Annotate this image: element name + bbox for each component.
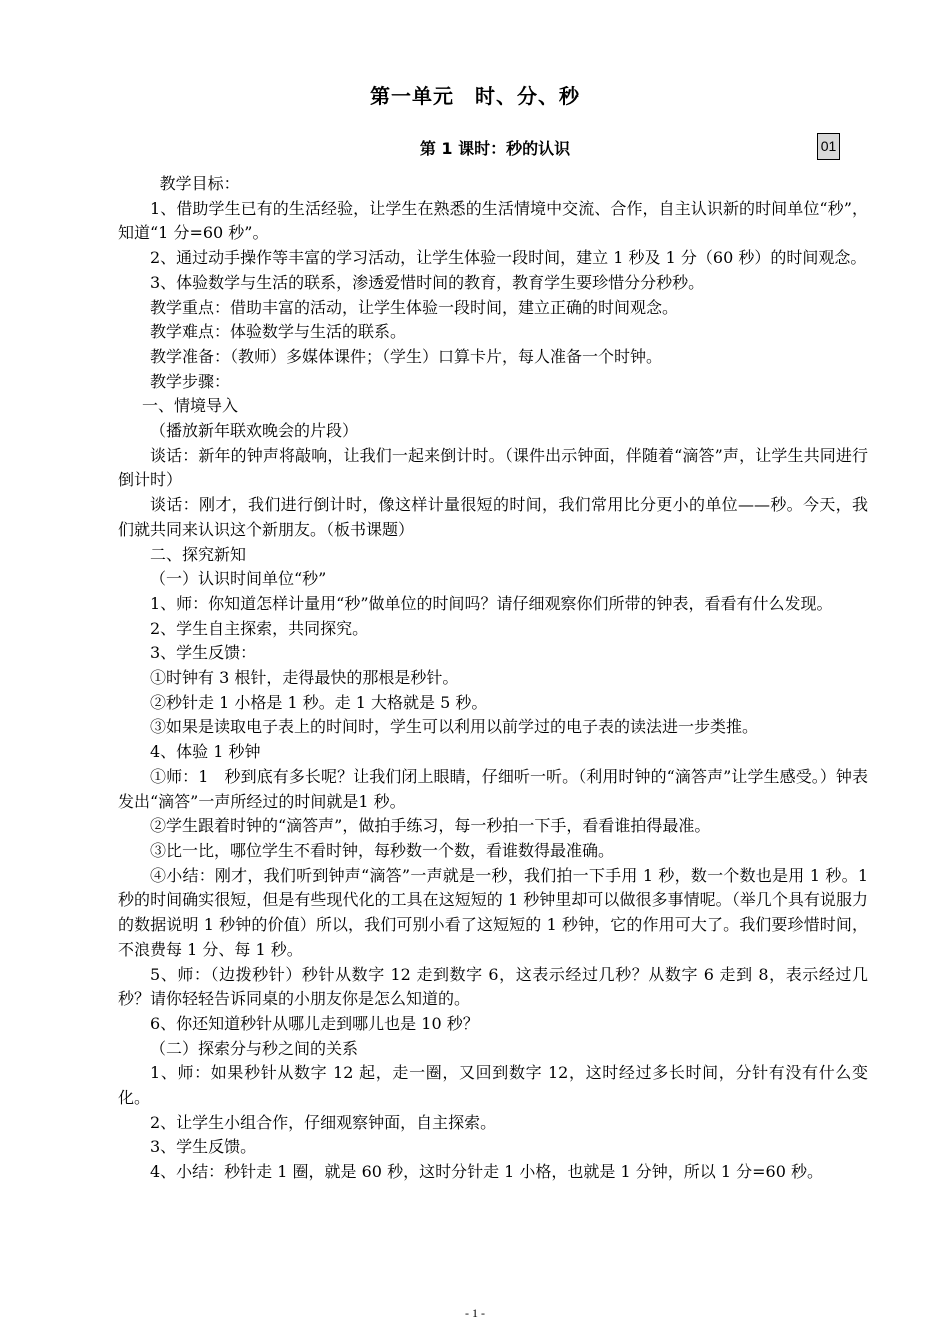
paragraph: ①师：1 秒到底有多长呢？让我们闭上眼睛，仔细听一听。（利用时钟的“滴答声”让学生感受。）钟表发出“滴答”一声所经过的时间就是1 秒。 — [118, 766, 868, 811]
paragraph: 1、师：你知道怎样计量用“秒”做单位的时间吗？请仔细观察你们所带的钟表，看看有什么发现。 — [150, 593, 833, 613]
paragraph: 4、体验 1 秒钟 — [150, 742, 261, 762]
paragraph: 3、学生反馈。 — [150, 1137, 257, 1157]
paragraph: ④小结：刚才，我们听到钟声“滴答”一声就是一秒，我们拍一下手用 1 秒，数一个数也是用 1 秒。1 秒的时间确实很短，但是有些现代化的工具在这短短的 1 秒钟里却可以做很多事情呢。（举几个具有说服力的数据说明 1 秒钟的价值）所以，我们可别小看了这短短的 1 秒钟，它的作用可大了。我们要珍惜时间，不浪费每 1 分、每 1 秒。 — [118, 865, 868, 959]
paragraph: 教学准备：（教师）多媒体课件；（学生）口算卡片，每人准备一个时钟。 — [150, 346, 663, 366]
paragraph: 3、学生反馈： — [150, 643, 257, 663]
paragraph: （二）探索分与秒之间的关系 — [150, 1038, 359, 1058]
lesson-title: 第 1 课时：秒的认识 — [419, 139, 571, 158]
page-number: - 1 - — [465, 1306, 485, 1320]
paragraph: 教学重点：借助丰富的活动，让学生体验一段时间，建立正确的时间观念。 — [150, 297, 679, 317]
paragraph: 6、你还知道秒针从哪儿走到哪儿也是 10 秒？ — [150, 1013, 479, 1033]
paragraph: ③比一比，哪位学生不看时钟，每秒数一个数，看谁数得最准确。 — [150, 840, 615, 860]
paragraph: 教学步骤： — [150, 371, 231, 391]
unit-title: 第一单元 时、分、秒 — [370, 84, 580, 108]
paragraph: 5、师：（边拨秒针）秒针从数字 12 走到数字 6，这表示经过几秒？从数字 6 走到 8，表示经过几秒？请你轻轻告诉同桌的小朋友你是怎么知道的。 — [118, 964, 868, 1009]
paragraph: 3、体验数学与生活的联系，渗透爱惜时间的教育，教育学生要珍惜分分秒秒。 — [150, 272, 705, 292]
paragraph: （一）认识时间单位“秒” — [150, 569, 327, 589]
paragraph: 2、学生自主探索，共同探究。 — [150, 618, 369, 638]
paragraph: 4、小结：秒针走 1 圈，就是 60 秒，这时分针走 1 小格，也就是 1 分钟，所以 1 分=60 秒。 — [150, 1162, 823, 1182]
lesson-number-badge: 01 — [817, 133, 840, 160]
paragraph: 一、情境导入 — [142, 396, 239, 416]
paragraph: ②秒针走 1 小格是 1 秒。走 1 大格就是 5 秒。 — [150, 692, 488, 712]
paragraph: 1、借助学生已有的生活经验，让学生在熟悉的生活情境中交流、合作，自主认识新的时间单位“秒”，知道“1 分=60 秒”。 — [118, 198, 868, 243]
paragraph: 谈话：新年的钟声将敲响，让我们一起来倒计时。（课件出示钟面，伴随着“滴答”声，让学生共同进行倒计时） — [118, 445, 868, 490]
document-body — [118, 172, 868, 1185]
paragraph: ②学生跟着时钟的“滴答声”，做拍手练习，每一秒拍一下手，看看谁拍得最准。 — [150, 816, 711, 836]
paragraph: （播放新年联欢晚会的片段） — [150, 421, 359, 441]
paragraph: 1、师：如果秒针从数字 12 起，走一圈，又回到数字 12，这时经过多长时间，分针有没有什么变化。 — [118, 1063, 868, 1108]
paragraph: 2、让学生小组合作，仔细观察钟面，自主探索。 — [150, 1112, 497, 1132]
paragraph: 二、探究新知 — [150, 544, 247, 564]
paragraph: 2、通过动手操作等丰富的学习活动，让学生体验一段时间，建立 1 秒及 1 分（60 秒）的时间观念。 — [150, 248, 867, 268]
paragraph: 教学目标： — [159, 174, 240, 193]
paragraph: 谈话：刚才，我们进行倒计时，像这样计量很短的时间，我们常用比分更小的单位——秒。今天，我们就共同来认识这个新朋友。（板书课题） — [118, 495, 868, 539]
paragraph: ③如果是读取电子表上的时间时，学生可以利用以前学过的电子表的读法进一步类推。 — [150, 717, 759, 737]
paragraph: ①时钟有 3 根针，走得最快的那根是秒针。 — [150, 668, 459, 688]
paragraph: 教学难点：体验数学与生活的联系。 — [150, 322, 407, 342]
